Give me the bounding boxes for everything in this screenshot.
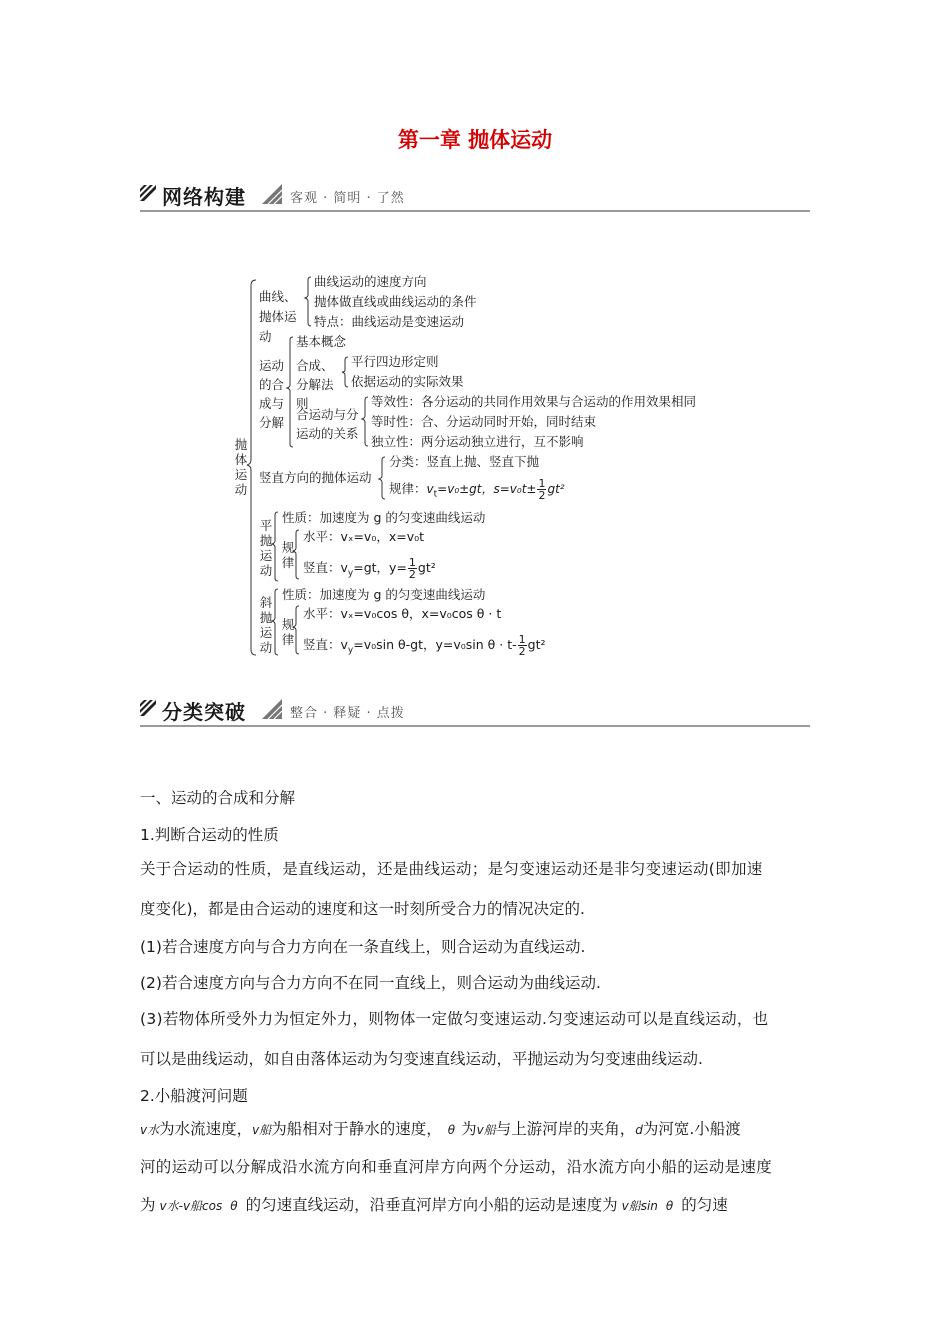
paragraph-line: 为 v水-v船cos θ 的匀速直线运动，沿垂直河岸方向小船的运动是速度为 v船sin θ 的匀速 [140, 1196, 728, 1214]
section-subtitle: 整合 · 释疑 · 点拨 [290, 706, 405, 721]
paragraph-line: 度变化)，都是由合运动的速度和这一时刻所受合力的情况决定的. [140, 900, 585, 918]
triangle-icon [262, 699, 282, 719]
oblique-horizontal: 水平：vₓ=v₀cos θ，x=v₀cos θ · t [303, 606, 502, 621]
flat-nature: 性质：加速度为 g 的匀变速曲线运动 [282, 510, 486, 525]
stripes-icon [140, 700, 156, 716]
vertical-class: 分类：竖直上抛、竖直下抛 [389, 454, 540, 469]
vertical-law: 规律：$v_t=v_0\pm gt$，s=v₀t± $\frac{1}{2}$ gt² [389, 477, 565, 502]
flat-group-label: 平抛运动 [259, 518, 273, 578]
oblique-law-label: 规律 [281, 617, 295, 647]
list-item: (3)若物体所受外力为恒定外力，则物体一定做匀变速运动.匀变速运动可以是直线运动，也 [140, 1010, 769, 1028]
list-item: 可以是曲线运动，如自由落体运动为匀变速直线运动，平抛运动为匀变速曲线运动. [140, 1050, 703, 1068]
basic-concept: 基本概念 [296, 334, 347, 349]
flat-horizontal: 水平：vₓ=v₀，x=v₀t [303, 529, 425, 544]
relation-item: 等时性：合、分运动同时开始，同时结束 [371, 414, 597, 429]
vertical-group-label: 竖直方向的抛体运动 [259, 470, 372, 485]
section-title: 分类突破 [162, 700, 246, 724]
oblique-group-label: 斜抛运动 [259, 595, 273, 655]
section-title: 网络构建 [162, 185, 246, 209]
curve-item: 特点：曲线运动是变速运动 [314, 314, 465, 329]
section-rule [140, 725, 810, 727]
oblique-nature: 性质：加速度为 g 的匀变速曲线运动 [282, 587, 486, 602]
curve-group-label: 曲线、抛体运动 [259, 289, 297, 344]
section-subtitle: 客观 · 简明 · 了然 [290, 191, 405, 206]
curve-item: 抛体做直线或曲线运动的条件 [314, 294, 477, 309]
section-header-classification [140, 697, 810, 727]
list-item: (2)若合速度方向与合力方向不在同一直线上，则合运动为曲线运动. [140, 974, 601, 992]
compose-rule-label: 合成、分解法则 [296, 358, 334, 411]
heading-2: 1.判断合运动的性质 [140, 826, 279, 844]
flat-law-label: 规律 [281, 540, 295, 570]
paragraph-line: 关于合运动的性质，是直线运动，还是曲线运动；是匀变速运动还是非匀变速运动(即加速 [140, 860, 763, 878]
paragraph-line: v水为水流速度，v船为船相对于静水的速度， θ 为v船与上游河岸的夹角，d为河宽.小船渡 [140, 1120, 741, 1138]
curve-item: 曲线运动的速度方向 [314, 274, 427, 289]
page-title: 第一章 抛体运动 [397, 128, 553, 152]
list-item: (1)若合速度方向与合力方向在一条直线上，则合运动为直线运动. [140, 938, 586, 956]
relation-item: 等效性：各分运动的共同作用效果与合运动的作用效果相同 [371, 394, 697, 409]
heading-1: 一、运动的合成和分解 [140, 789, 296, 807]
relation-label: 合运动与分运动的关系 [296, 407, 359, 441]
compose-group-label: 运动的合成与分解 [259, 358, 285, 430]
oblique-vertical: 竖直：$v_y=v_0\sin$ θ-gt，y=v₀sin θ · t- $\frac{1}{2}$ gt² [303, 633, 546, 658]
heading-3: 2.小船渡河问题 [140, 1087, 248, 1105]
paragraph-line: 河的运动可以分解成沿水流方向和垂直河岸方向两个分运动，沿水流方向小船的运动是速度 [140, 1158, 773, 1176]
compose-rule-item: 依据运动的实际效果 [351, 374, 464, 389]
flat-vertical: 竖直：$v_y=gt$，y= $\frac{1}{2}$ gt² [303, 556, 436, 581]
mind-map-root: 抛体运动 [234, 437, 248, 497]
compose-rule-item: 平行四边形定则 [351, 354, 439, 369]
relation-item: 独立性：两分运动独立进行，互不影响 [371, 434, 584, 449]
